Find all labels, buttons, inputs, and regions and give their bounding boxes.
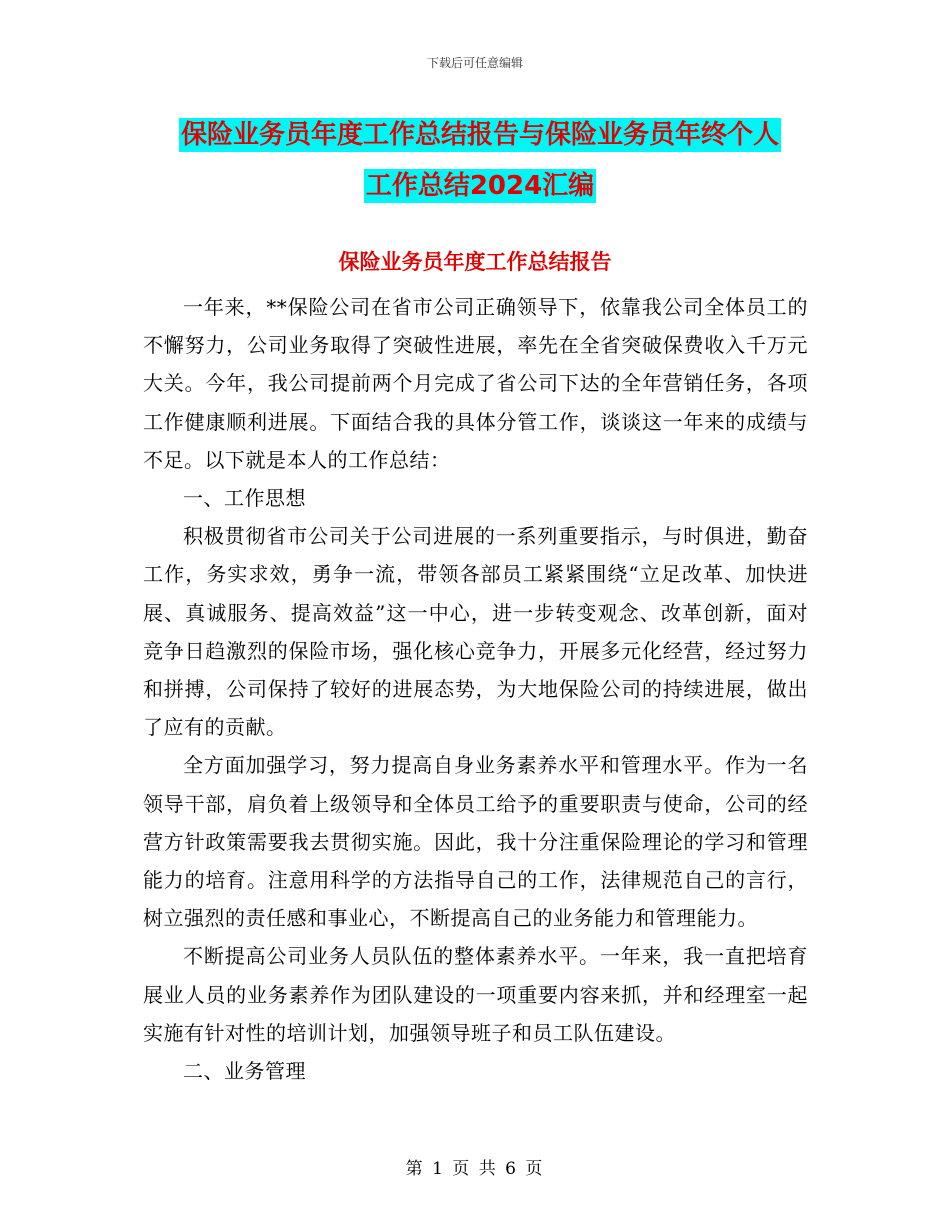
section-title: 保险业务员年度工作总结报告 — [338, 250, 612, 274]
document-title-line1: 保险业务员年度工作总结报告与保险业务员年终个人 — [180, 120, 779, 150]
document-title — [140, 110, 820, 212]
page-footer: 第 1 页 共 6 页 — [405, 1159, 545, 1179]
paragraph-intro: 一年来，**保险公司在省市公司正确领导下，依靠我公司全体员工的不懈努力，公司业务取得了突破性进展，率先在全省突破保费收入千万元大关。今年，我公司提前两个月完成了省公司下达的全年营销任务，各项工作健康顺利进展。下面结合我的具体分管工作，谈谈这一年来的成绩与不足。以下就是本人的工作总结： — [143, 295, 808, 472]
paragraph-team: 不断提高公司业务人员队伍的整体素养水平。一年来，我一直把培育展业人员的业务素养作为团队建设的一项重要内容来抓，并和经理室一起实施有针对性的培训计划，加强领导班子和员工队伍建设。 — [143, 944, 808, 1045]
header-note: 下载后可任意编辑 — [426, 56, 523, 70]
body-text — [143, 288, 808, 1090]
heading-business-management: 二、业务管理 — [183, 1059, 306, 1084]
heading-work-thinking: 一、工作思想 — [183, 486, 306, 511]
document-title-line2: 工作总结2024汇编 — [365, 171, 595, 201]
paragraph-thinking: 积极贯彻省市公司关于公司进展的一系列重要指示，与时俱进，勤奋工作，务实求效，勇争一流，带领各部员工紧紧围绕“立足改革、加快进展、真诚服务、提高效益”这一中心，进一步转变观念、改革创新，面对竞争日趋激烈的保险市场，强化核心竞争力，开展多元化经营，经过努力和拼搏，公司保持了较好的进展态势，为大地保险公司的持续进展，做出了应有的贡献。 — [143, 524, 808, 740]
paragraph-learning: 全方面加强学习，努力提高自身业务素养水平和管理水平。作为一名领导干部，肩负着上级领导和全体员工给予的重要职责与使命，公司的经营方针政策需要我去贯彻实施。因此，我十分注重保险理论的学习和管理能力的培育。注意用科学的方法指导自己的工作，法律规范自己的言行，树立强烈的责任感和事业心，不断提高自己的业务能力和管理能力。 — [143, 753, 808, 931]
